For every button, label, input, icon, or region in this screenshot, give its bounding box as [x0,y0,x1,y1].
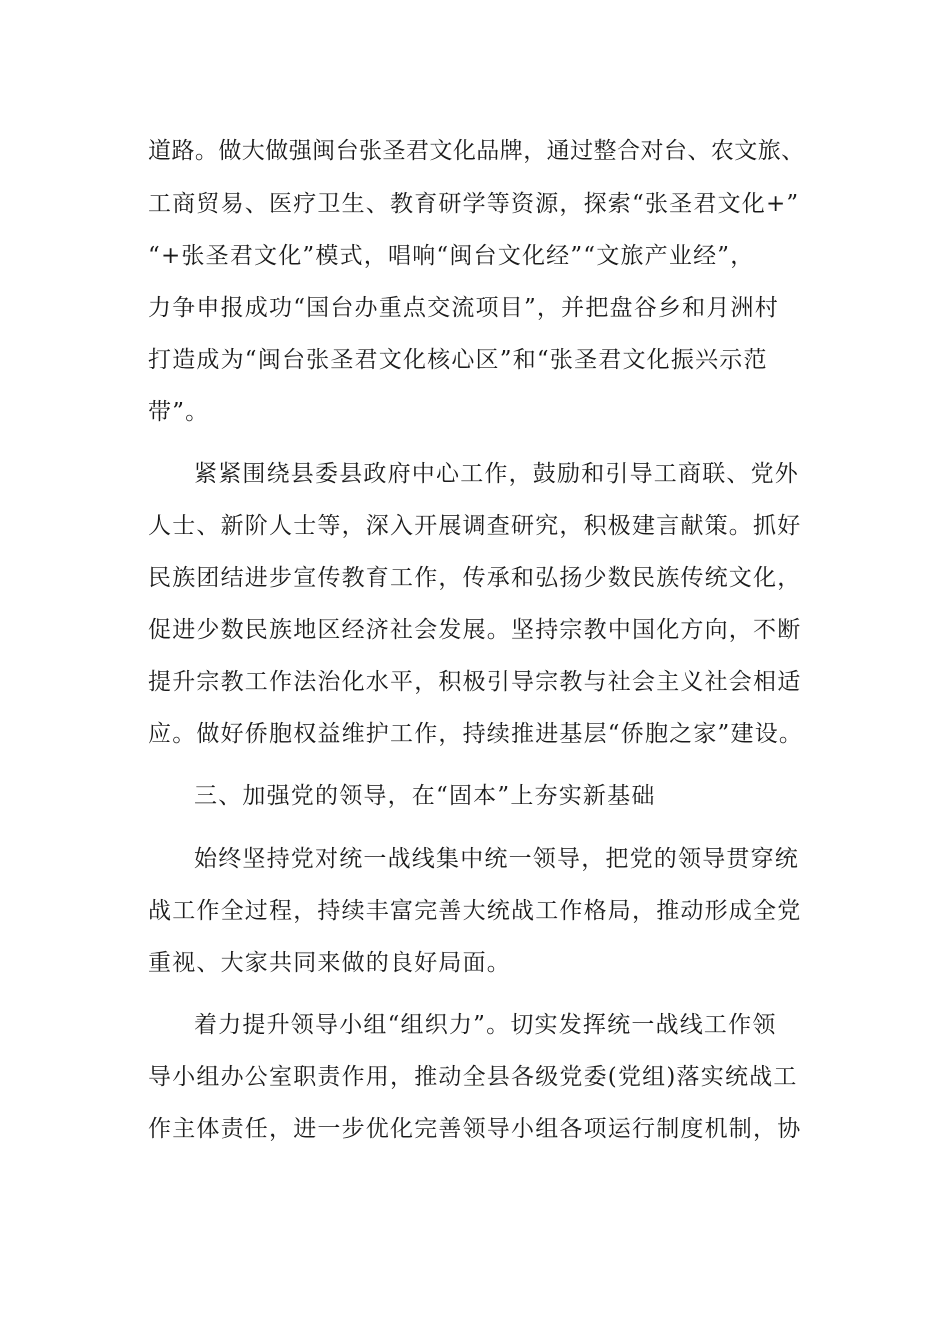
paragraph-3-line-3: 重视、大家共同来做的良好局面。 [148,950,511,976]
paragraph-4-line-1: 着力提升领导小组“组织力”。切实发挥统一战线工作领 [194,1012,777,1038]
section-heading-3: 三、加强党的领导，在“固本”上夯实新基础 [194,783,656,809]
paragraph-2-line-1: 紧紧围绕县委县政府中心工作，鼓励和引导工商联、党外 [194,461,799,487]
paragraph-2-line-6: 应。做好侨胞权益维护工作，持续推进基层“侨胞之家”建设。 [148,721,804,747]
paragraph-4-line-2: 导小组办公室职责作用，推动全县各级党委(党组)落实统战工 [148,1064,798,1090]
paragraph-1-line-6: 带”。 [148,399,210,425]
paragraph-3-line-2: 战工作全过程，持续丰富完善大统战工作格局，推动形成全党 [148,898,802,924]
paragraph-2-line-4: 促进少数民族地区经济社会发展。坚持宗教中国化方向，不断 [148,617,802,643]
paragraph-3-line-1: 始终坚持党对统一战线集中统一领导，把党的领导贯穿统 [194,846,799,872]
paragraph-2-line-2: 人士、新阶人士等，深入开展调查研究，积极建言献策。抓好 [148,513,802,539]
paragraph-1-line-4: 力争申报成功“国台办重点交流项目”，并把盘谷乡和月洲村 [148,295,779,321]
paragraph-2-line-3: 民族团结进步宣传教育工作，传承和弘扬少数民族传统文化， [148,565,802,591]
paragraph-1-line-1: 道路。做大做强闽台张圣君文化品牌，通过整合对台、农文旅、 [148,138,805,164]
paragraph-1-line-3: “+张圣君文化”模式，唱响“闽台文化经”“文旅产业经”， [148,243,755,269]
paragraph-1-line-2: 工商贸易、医疗卫生、教育研学等资源，探索“张圣君文化+” [148,191,800,217]
paragraph-4-line-3: 作主体责任，进一步优化完善领导小组各项运行制度机制，协 [148,1116,802,1142]
paragraph-2-line-5: 提升宗教工作法治化水平，积极引导宗教与社会主义社会相适 [148,669,802,695]
paragraph-1-line-5: 打造成为“闽台张圣君文化核心区”和“张圣君文化振兴示范 [148,347,768,373]
